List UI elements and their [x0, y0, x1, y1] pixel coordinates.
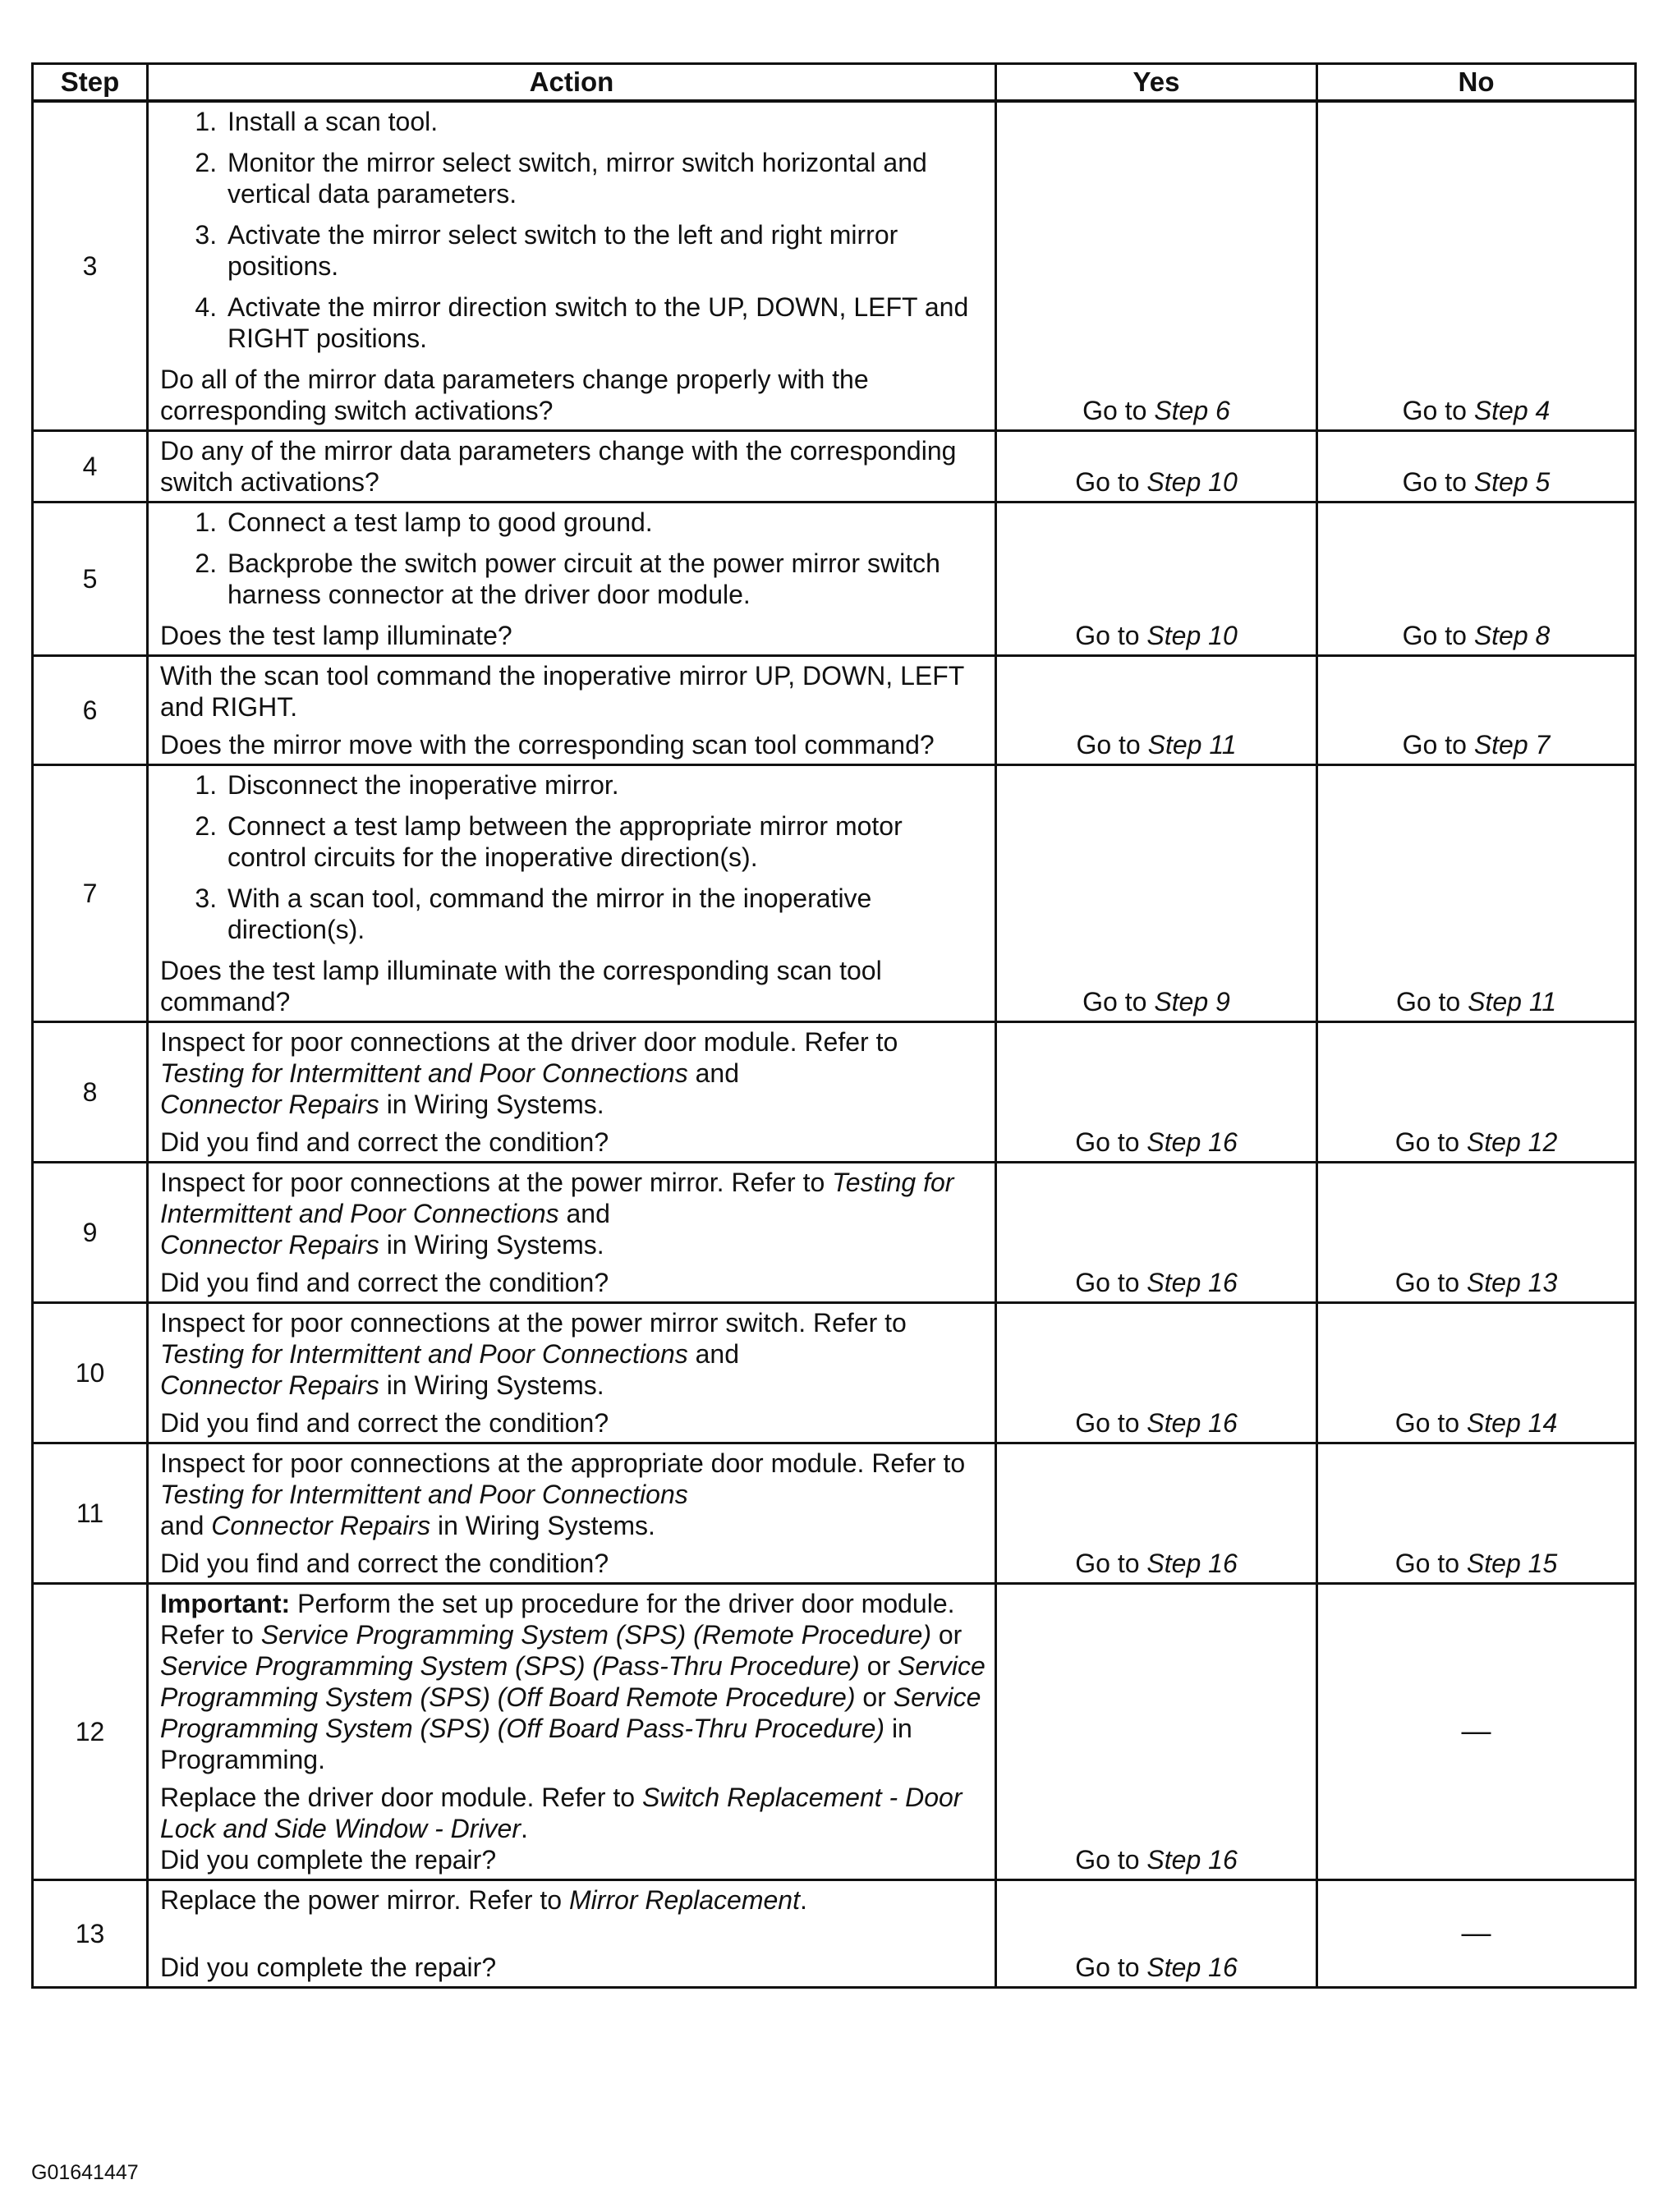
no-cell — [1317, 503, 1636, 656]
table-row — [33, 1584, 1636, 1880]
yes-cell — [996, 1584, 1317, 1880]
header-yes: Yes — [996, 64, 1317, 102]
action-item: 1. Disconnect the inoperative mirror. — [224, 769, 986, 801]
yes-cell — [996, 1303, 1317, 1443]
step-number: 3 — [33, 101, 148, 431]
diagnostic-table — [31, 62, 1637, 1989]
table-row — [33, 1303, 1636, 1443]
yes-cell — [996, 101, 1317, 431]
header-no: No — [1317, 64, 1636, 102]
no-cell — [1317, 1443, 1636, 1584]
text-run: or — [855, 1682, 894, 1712]
reference-link[interactable]: Connector Repairs — [160, 1370, 379, 1400]
yes-step-link[interactable]: Step 9 — [1154, 987, 1230, 1017]
table-row — [33, 1880, 1636, 1988]
action-cell — [148, 765, 996, 1022]
header-row — [33, 64, 1636, 102]
action-list — [160, 106, 986, 354]
diagnostic-table-sheet — [31, 62, 1634, 1989]
reference-link[interactable]: Connector Repairs — [160, 1090, 379, 1119]
action-question: Did you complete the repair? — [160, 1953, 497, 1982]
no-step-link[interactable]: Step 12 — [1466, 1127, 1558, 1157]
no-step-link[interactable]: Step 15 — [1466, 1549, 1558, 1578]
text-run: in Wiring Systems. — [430, 1511, 655, 1540]
text-run: and — [687, 1058, 740, 1088]
yes-step-link[interactable]: Step 16 — [1146, 1408, 1238, 1438]
action-cell — [148, 1443, 996, 1584]
step-number: 12 — [33, 1584, 148, 1880]
action-text — [160, 1167, 986, 1260]
action-text — [160, 1782, 986, 1844]
action-cell — [148, 503, 996, 656]
no-cell — [1317, 101, 1636, 431]
step-number: 11 — [33, 1443, 148, 1584]
action-cell — [148, 1880, 996, 1988]
yes-step-link[interactable]: Step 10 — [1146, 621, 1238, 650]
goto-prefix: Go to — [1075, 1408, 1147, 1438]
step-number: 4 — [33, 431, 148, 503]
action-question: Does the mirror move with the corresponding scan tool command? — [160, 730, 935, 760]
step-number: 8 — [33, 1022, 148, 1163]
no-step-link[interactable]: Step 13 — [1466, 1268, 1558, 1297]
yes-step-link[interactable]: Step 16 — [1146, 1268, 1238, 1297]
no-step-link[interactable]: Step 14 — [1466, 1408, 1558, 1438]
goto-prefix: Go to — [1395, 987, 1468, 1017]
text-run: in Wiring Systems. — [379, 1370, 604, 1400]
reference-link[interactable]: Connector Repairs — [160, 1230, 379, 1260]
text-run: and — [558, 1199, 610, 1228]
action-item: 1. Install a scan tool. — [224, 106, 986, 137]
yes-cell — [996, 1022, 1317, 1163]
text-run: Inspect for poor connections at the driver door module. Refer to — [160, 1027, 898, 1057]
action-cell — [148, 1303, 996, 1443]
action-cell — [148, 1163, 996, 1303]
header-step: Step — [33, 64, 148, 102]
action-question: Did you find and correct the condition? — [160, 1268, 609, 1297]
goto-prefix: Go to — [1075, 467, 1147, 497]
table-header — [33, 64, 1636, 102]
action-question: Did you complete the repair? — [160, 1845, 497, 1875]
reference-link[interactable]: Connector Repairs — [211, 1511, 431, 1540]
no-step-link[interactable]: Step 4 — [1473, 396, 1551, 425]
table-row — [33, 101, 1636, 431]
text-run: . — [521, 1814, 528, 1843]
step-number: 7 — [33, 765, 148, 1022]
no-cell — [1317, 1303, 1636, 1443]
table-row — [33, 431, 1636, 503]
table-row — [33, 1022, 1636, 1163]
action-text — [160, 1448, 986, 1541]
yes-step-link[interactable]: Step 6 — [1154, 396, 1230, 425]
reference-link[interactable]: Service Programming System (SPS) (Off Board Remote Procedure) — [160, 1651, 986, 1712]
action-item: 4. Activate the mirror direction switch to the UP, DOWN, LEFT and RIGHT positions. — [224, 291, 986, 354]
yes-cell — [996, 431, 1317, 503]
text-run: in Programming. — [160, 1714, 912, 1774]
text-run: in Wiring Systems. — [379, 1230, 604, 1260]
action-list — [160, 769, 986, 945]
yes-step-link[interactable]: Step 16 — [1146, 1953, 1238, 1982]
step-number: 13 — [33, 1880, 148, 1988]
goto-prefix: Go to — [1075, 1268, 1147, 1297]
text-run: and — [160, 1511, 212, 1540]
important-note — [160, 1588, 986, 1775]
action-cell — [148, 101, 996, 431]
no-cell — [1317, 431, 1636, 503]
goto-prefix: Go to — [1082, 987, 1155, 1017]
yes-step-link[interactable]: Step 16 — [1146, 1127, 1238, 1157]
action-cell — [148, 1584, 996, 1880]
action-list — [160, 507, 986, 610]
reference-link[interactable]: Mirror Replacement — [568, 1885, 800, 1915]
action-item: 3. Activate the mirror select switch to the left and right mirror positions. — [224, 219, 986, 282]
goto-prefix: Go to — [1075, 1953, 1147, 1982]
goto-prefix: Go to — [1394, 1268, 1467, 1297]
step-number: 5 — [33, 503, 148, 656]
reference-link[interactable]: Testing for Intermittent and Poor Connections — [160, 1339, 688, 1369]
goto-prefix: Go to — [1394, 1408, 1467, 1438]
text-run: or — [859, 1651, 898, 1681]
text-run: Replace the power mirror. Refer to — [160, 1885, 569, 1915]
goto-prefix: Go to — [1402, 396, 1474, 425]
table-row — [33, 503, 1636, 656]
goto-prefix: Go to — [1075, 1549, 1147, 1578]
action-item: 3. With a scan tool, command the mirror in the inoperative direction(s). — [224, 883, 986, 945]
yes-cell — [996, 656, 1317, 765]
action-item: 1. Connect a test lamp to good ground. — [224, 507, 986, 538]
yes-cell — [996, 1443, 1317, 1584]
goto-prefix: Go to — [1075, 1127, 1147, 1157]
header-action: Action — [148, 64, 996, 102]
yes-cell — [996, 503, 1317, 656]
no-step-link[interactable]: Step 8 — [1473, 621, 1551, 650]
reference-link[interactable]: Switch Replacement - Door Lock and Side Window - Driver — [160, 1783, 963, 1843]
important-label: Important: — [160, 1589, 291, 1618]
table-row — [33, 656, 1636, 765]
goto-prefix: Go to — [1402, 621, 1474, 650]
action-cell — [148, 656, 996, 765]
text-run: . — [799, 1885, 807, 1915]
action-question: Do all of the mirror data parameters change properly with the corresponding switch activations? — [160, 365, 869, 425]
no-step-link[interactable]: Step 7 — [1473, 730, 1551, 760]
yes-step-link[interactable]: Step 16 — [1146, 1549, 1238, 1578]
goto-prefix: Go to — [1075, 1845, 1147, 1875]
action-question: Do any of the mirror data parameters change with the corresponding switch activations? — [160, 436, 957, 497]
yes-step-link[interactable]: Step 16 — [1146, 1845, 1238, 1875]
text-run: Replace the driver door module. Refer to — [160, 1783, 642, 1812]
yes-step-link[interactable]: Step 10 — [1146, 467, 1238, 497]
text-run: or — [930, 1620, 963, 1650]
action-text — [160, 1026, 986, 1120]
action-question: Does the test lamp illuminate? — [160, 621, 512, 650]
yes-step-link[interactable]: Step 11 — [1147, 730, 1237, 760]
goto-prefix: Go to — [1394, 1549, 1467, 1578]
reference-link[interactable]: Testing for Intermittent and Poor Connections — [160, 1058, 688, 1088]
no-step-link[interactable]: Step 11 — [1468, 987, 1557, 1017]
action-question: Did you find and correct the condition? — [160, 1408, 609, 1438]
action-text — [160, 1884, 986, 1916]
text-run: and — [687, 1339, 740, 1369]
goto-prefix: Go to — [1394, 1127, 1467, 1157]
text-run: in Wiring Systems. — [379, 1090, 604, 1119]
goto-prefix: Go to — [1402, 730, 1474, 760]
step-number: 6 — [33, 656, 148, 765]
no-cell — [1317, 765, 1636, 1022]
action-item: 2. Backprobe the switch power circuit at the power mirror switch harness connector at the driver door module. — [224, 548, 986, 610]
table-row — [33, 1163, 1636, 1303]
figure-id: G01641447 — [31, 2161, 139, 2184]
goto-prefix: Go to — [1076, 730, 1148, 760]
text-run: Perform the set up procedure for the driver door module. Refer to — [160, 1589, 955, 1650]
no-cell: — — [1317, 1584, 1636, 1880]
reference-link[interactable]: Service Programming System (SPS) (Off Board Pass-Thru Procedure) — [160, 1682, 981, 1743]
action-question: Did you find and correct the condition? — [160, 1549, 609, 1578]
reference-link[interactable]: Testing for Intermittent and Poor Connections — [160, 1168, 954, 1228]
goto-prefix: Go to — [1075, 621, 1147, 650]
yes-cell — [996, 765, 1317, 1022]
action-item: 2. Connect a test lamp between the appropriate mirror motor control circuits for the inoperative direction(s). — [224, 810, 986, 873]
action-text — [160, 1307, 986, 1401]
action-question: Did you find and correct the condition? — [160, 1127, 609, 1157]
step-number: 10 — [33, 1303, 148, 1443]
no-step-link[interactable]: Step 5 — [1473, 467, 1551, 497]
reference-link[interactable]: Testing for Intermittent and Poor Connections — [160, 1480, 688, 1509]
table-row — [33, 1443, 1636, 1584]
reference-link[interactable]: Service Programming System (SPS) (Remote Procedure) — [260, 1620, 931, 1650]
no-cell: — — [1317, 1880, 1636, 1988]
no-cell — [1317, 1022, 1636, 1163]
text-run: Inspect for poor connections at the power mirror switch. Refer to — [160, 1308, 907, 1338]
action-cell — [148, 431, 996, 503]
goto-prefix: Go to — [1402, 467, 1474, 497]
action-text: With the scan tool command the inoperative mirror UP, DOWN, LEFT and RIGHT. — [160, 661, 964, 722]
no-cell — [1317, 656, 1636, 765]
text-run: Inspect for poor connections at the power mirror. Refer to — [160, 1168, 833, 1197]
yes-cell — [996, 1880, 1317, 1988]
table-row — [33, 765, 1636, 1022]
action-cell — [148, 1022, 996, 1163]
reference-link[interactable]: Service Programming System (SPS) (Pass-Thru Procedure) — [160, 1651, 860, 1681]
action-item: 2. Monitor the mirror select switch, mirror switch horizontal and vertical data parameters. — [224, 147, 986, 209]
yes-cell — [996, 1163, 1317, 1303]
text-run: Inspect for poor connections at the appropriate door module. Refer to — [160, 1448, 966, 1478]
goto-prefix: Go to — [1082, 396, 1155, 425]
step-number: 9 — [33, 1163, 148, 1303]
no-cell — [1317, 1163, 1636, 1303]
action-question: Does the test lamp illuminate with the corresponding scan tool command? — [160, 956, 882, 1017]
